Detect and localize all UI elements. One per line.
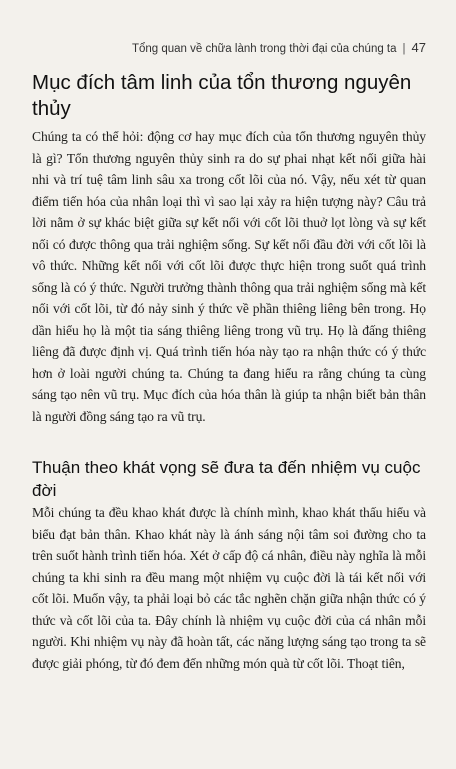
section-heading-life-task: Thuận theo khát vọng sẽ đưa ta đến nhiệm vụ cuộc đời (32, 458, 421, 500)
section-body-spiritual-purpose (32, 126, 426, 427)
page-number: 47 (411, 40, 426, 55)
paragraph: Mỗi chúng ta đều khao khát được là chính mình, khao khát thấu hiểu và biểu đạt bản thân. Khao khát này là ánh sáng nội tâm soi đường cho ta trên suốt hành trình tiến hóa. Xét ở cấp độ cá nhân, điều này nghĩa là mỗi chúng ta khi sinh ra đều mang một nhiệm vụ cuộc đời là tái kết nối với cốt lõi. Muốn vậy, ta phải loại bỏ các tắc nghẽn chặn giữa nhận thức có ý thức và cốt lõi của ta. Đây chính là nhiệm vụ cuộc đời của cá nhân mỗi người. Khi nhiệm vụ này đã hoàn tất, các năng lượng sáng tạo trong ta sẽ được giải phóng, từ đó đem đến những món quà từ cốt lõi. Thoạt tiên, (32, 505, 426, 671)
running-title: Tổng quan về chữa lành trong thời đại của chúng ta (131, 43, 397, 55)
header-separator: | (402, 43, 406, 55)
section-heading-spiritual-purpose: Mục đích tâm linh của tổn thương nguyên thủy (32, 71, 412, 120)
paragraph: Chúng ta có thể hỏi: động cơ hay mục đích của tổn thương nguyên thủy là gì? Tổn thương nguyên thủy sinh ra do sự phai nhạt kết nối giữa hài nhi và trí tuệ tâm linh sâu xa trong cốt lõi của nó. Vậy, nếu xét từ quan điểm tiến hóa của nhân loại thì vì sao lại xảy ra hiện tượng này? Câu trả lời nằm ở sự khác biệt giữa sự kết nối với cốt lõi thuở lọt lòng và sự kết nối có được thông qua trải nghiệm sống. Sự kết nối đầu đời với cốt lõi là vô thức. Những kết nối với cốt lõi được thực hiện trong suốt quá trình sống là có ý thức. Người trưởng thành thông qua trải nghiệm sống mà kết nối với cốt lõi, từ đó nảy sinh ý thức về phần thiêng liêng bên trong. Họ dần hiểu họ là một tia sáng thiêng liêng trong vũ trụ. Họ là đấng thiêng liêng đã được định vị. Quá trình tiến hóa này tạo ra nhận thức có ý thức hơn ở loài người chúng ta. Chúng ta đang hiểu ra rằng chúng ta cùng sáng tạo nên vũ trụ. Mục đích của hóa thân là giúp ta nhận biết bản thân là người đồng sáng tạo ra vũ trụ. (32, 129, 426, 424)
running-header (32, 40, 426, 55)
section-body-life-task (32, 502, 426, 674)
